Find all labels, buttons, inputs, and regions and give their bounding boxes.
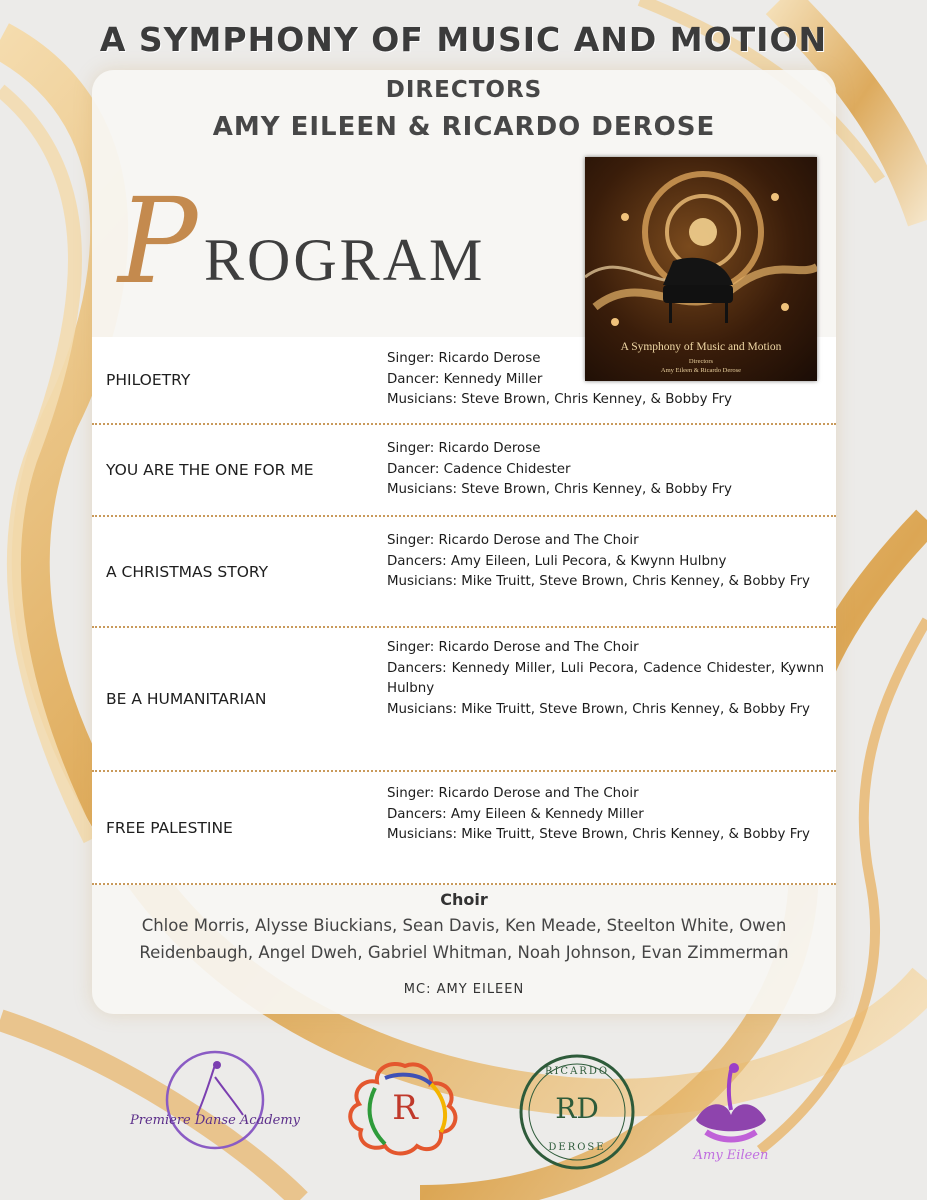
- musicians-line: Musicians: Mike Truitt, Steve Brown, Chris Kenney, & Bobby Fry: [387, 574, 810, 589]
- musicians-line: Musicians: Mike Truitt, Steve Brown, Chris Kenney, & Bobby Fry: [387, 701, 810, 717]
- program-row: [92, 628, 836, 772]
- ricardo-derose-logo: [515, 1050, 639, 1174]
- cover-names: Amy Eileen & Ricardo Derose: [660, 367, 742, 374]
- directors-names: AMY EILEEN & RICARDO DEROSE: [212, 112, 716, 142]
- dancer-line: Dancers: Amy Eileen & Kennedy Miller: [387, 806, 644, 822]
- program-row: [92, 517, 836, 628]
- singer-line: Singer: Ricardo Derose and The Choir: [387, 533, 639, 548]
- musicians-line: Musicians: Mike Truitt, Steve Brown, Chris Kenney, & Bobby Fry: [387, 827, 810, 842]
- singer-line: Singer: Ricardo Derose and The Choir: [387, 640, 639, 655]
- ricardo-top-text: RICARDO: [544, 1066, 610, 1077]
- dancer-line: Dancers: Amy Eileen, Luli Pecora, & Kwynn Hulbny: [387, 553, 727, 569]
- program-list: [92, 337, 836, 885]
- directors-label: DIRECTORS: [385, 77, 543, 103]
- piece-title: BE A HUMANITARIAN: [106, 690, 267, 708]
- event-title: A SYMPHONY OF MUSIC AND MOTION: [99, 20, 828, 59]
- amy-logo-text: Amy Eileen: [693, 1148, 769, 1163]
- piece-title: A CHRISTMAS STORY: [106, 562, 269, 581]
- ricardo-bottom-text: DEROSE: [548, 1142, 606, 1153]
- musicians-line: Musicians: Steve Brown, Chris Kenney, & Bobby Fry: [387, 392, 732, 407]
- dancer-line: Dancers: Kennedy Miller, Luli Pecora, Cadence Chidester, Kywnn Hulbny: [387, 660, 824, 696]
- dancer-line: Dancer: Cadence Chidester: [387, 461, 571, 477]
- dancer-line: Dancer: Kennedy Miller: [387, 371, 543, 387]
- cover-subtitle: Directors: [688, 358, 714, 365]
- piece-details: [387, 531, 824, 593]
- singer-line: Singer: Ricardo Derose: [387, 441, 541, 456]
- amy-eileen-logo: [676, 1060, 786, 1170]
- singer-line: Singer: Ricardo Derose: [387, 351, 541, 366]
- rd-monogram: RD: [555, 1092, 599, 1125]
- choir-heading: Choir: [440, 890, 488, 909]
- musicians-line: Musicians: Steve Brown, Chris Kenney, & Bobby Fry: [387, 482, 732, 497]
- premiere-logo-text: Premiere Danse Academy: [129, 1113, 301, 1128]
- piece-details: [387, 439, 824, 501]
- program-heading-text: ROGRAM: [204, 227, 486, 293]
- program-row: [92, 772, 836, 885]
- piece-title: FREE PALESTINE: [106, 818, 233, 837]
- piece-details: [387, 638, 824, 720]
- cover-title: A Symphony of Music and Motion: [620, 341, 782, 353]
- program-heading: [118, 172, 578, 310]
- dancer-circle-icon: [125, 1045, 305, 1155]
- program-row: [92, 425, 836, 517]
- choir-members: Chloe Morris, Alysse Biuckians, Sean Davis, Ken Meade, Steelton White, Owen Reidenbaugh, Angel Dweh, Gabriel Whitman, Noah Johnson, Evan Zimmerman: [139, 916, 789, 962]
- album-cover-image: [585, 157, 817, 381]
- singer-line: Singer: Ricardo Derose and The Choir: [387, 786, 639, 801]
- program-initial: P: [118, 172, 198, 310]
- piece-title: PHILOETRY: [106, 371, 191, 389]
- dancer-silhouette-icon: [676, 1060, 786, 1150]
- piece-details: [387, 784, 824, 846]
- mc-credit: MC: AMY EILEEN: [403, 982, 525, 997]
- premiere-danse-academy-logo: [125, 1045, 305, 1155]
- flower-r-logo: [345, 1058, 465, 1158]
- r-glyph: R: [392, 1088, 418, 1128]
- piece-title: YOU ARE THE ONE FOR ME: [106, 461, 314, 479]
